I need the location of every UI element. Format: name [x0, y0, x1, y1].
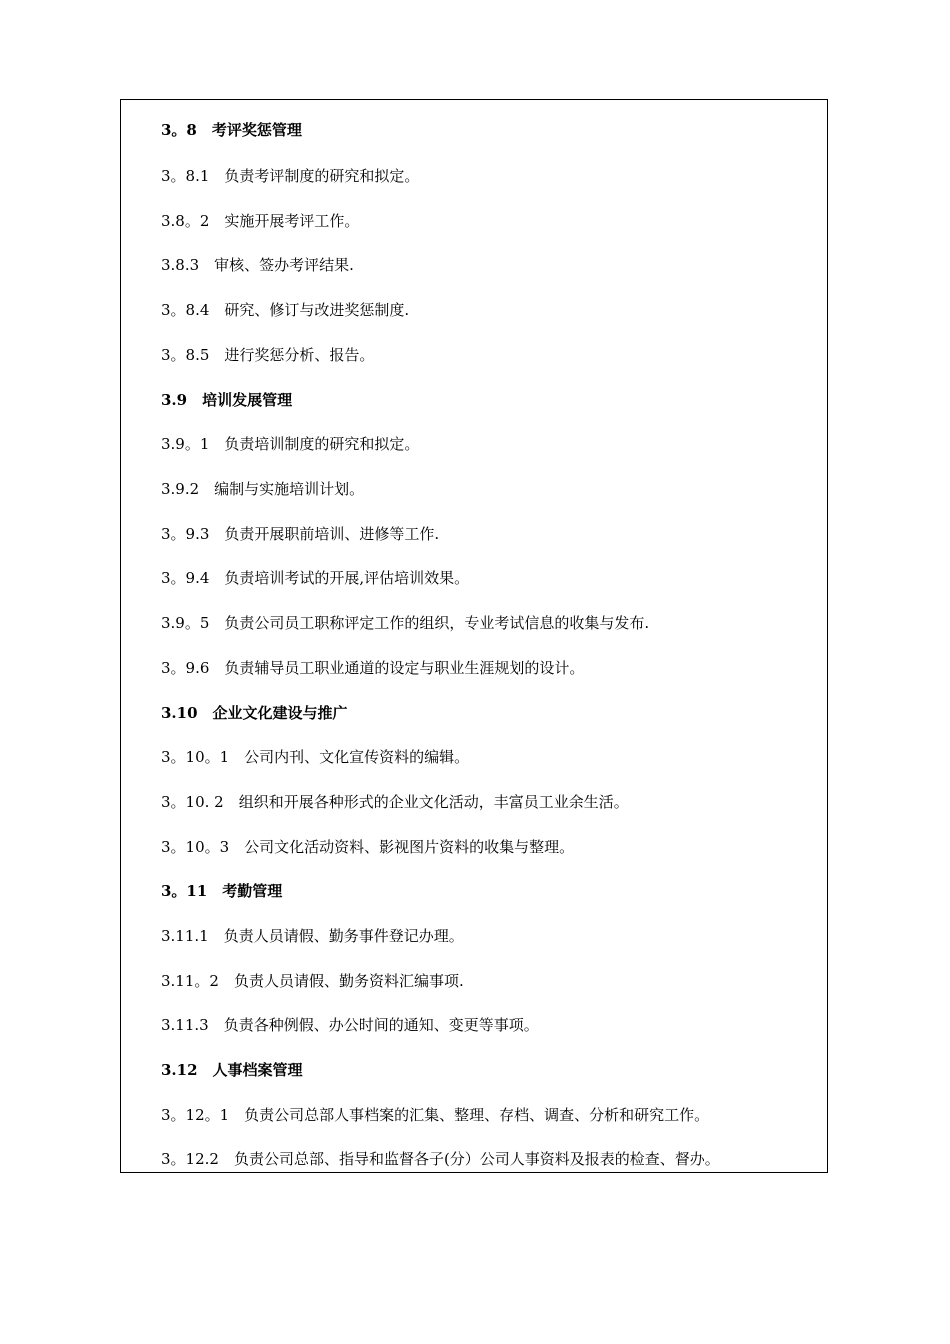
list-item: 3。8.4 研究、修订与改进奖惩制度.	[161, 301, 410, 319]
list-item: 3。9.3 负责开展职前培训、进修等工作.	[161, 525, 440, 543]
list-item: 3.11.1 负责人员请假、勤务事件登记办理。	[161, 927, 464, 945]
section-heading-3-11: 3。11 考勤管理	[161, 882, 283, 900]
list-item: 3。9.4 负责培训考试的开展,评估培训效果。	[161, 569, 470, 587]
document-frame	[120, 99, 828, 1173]
list-item: 3。10。3 公司文化活动资料、影视图片资料的收集与整理。	[161, 838, 575, 856]
list-item: 3.8.3 审核、签办考评结果.	[161, 256, 354, 274]
section-heading-3-10: 3.10 企业文化建设与推广	[161, 704, 348, 722]
list-item: 3。8.1 负责考评制度的研究和拟定。	[161, 167, 420, 185]
list-item: 3.9。1 负责培训制度的研究和拟定。	[161, 435, 420, 453]
list-item: 3。10. 2 组织和开展各种形式的企业文化活动，丰富员工业余生活。	[161, 793, 629, 811]
section-heading-3-9: 3.9 培训发展管理	[161, 391, 293, 409]
list-item: 3。8.5 进行奖惩分析、报告。	[161, 346, 375, 364]
section-heading-3-12: 3.12 人事档案管理	[161, 1061, 303, 1079]
list-item: 3.8。2 实施开展考评工作。	[161, 212, 360, 230]
list-item: 3。12.2 负责公司总部、指导和监督各子(分）公司人事资料及报表的检查、督办。	[161, 1150, 720, 1168]
list-item: 3.9。5 负责公司员工职称评定工作的组织，专业考试信息的收集与发布.	[161, 614, 650, 632]
list-item: 3。10。1 公司内刊、文化宣传资料的编辑。	[161, 748, 470, 766]
list-item: 3。9.6 负责辅导员工职业通道的设定与职业生涯规划的设计。	[161, 659, 585, 677]
list-item: 3.11.3 负责各种例假、办公时间的通知、变更等事项。	[161, 1016, 539, 1034]
list-item: 3。12。1 负责公司总部人事档案的汇集、整理、存档、调查、分析和研究工作。	[161, 1106, 710, 1124]
list-item: 3.9.2 编制与实施培训计划。	[161, 480, 365, 498]
list-item: 3.11。2 负责人员请假、勤务资料汇编事项.	[161, 972, 464, 990]
section-heading-3-8: 3。8 考评奖惩管理	[161, 121, 302, 139]
